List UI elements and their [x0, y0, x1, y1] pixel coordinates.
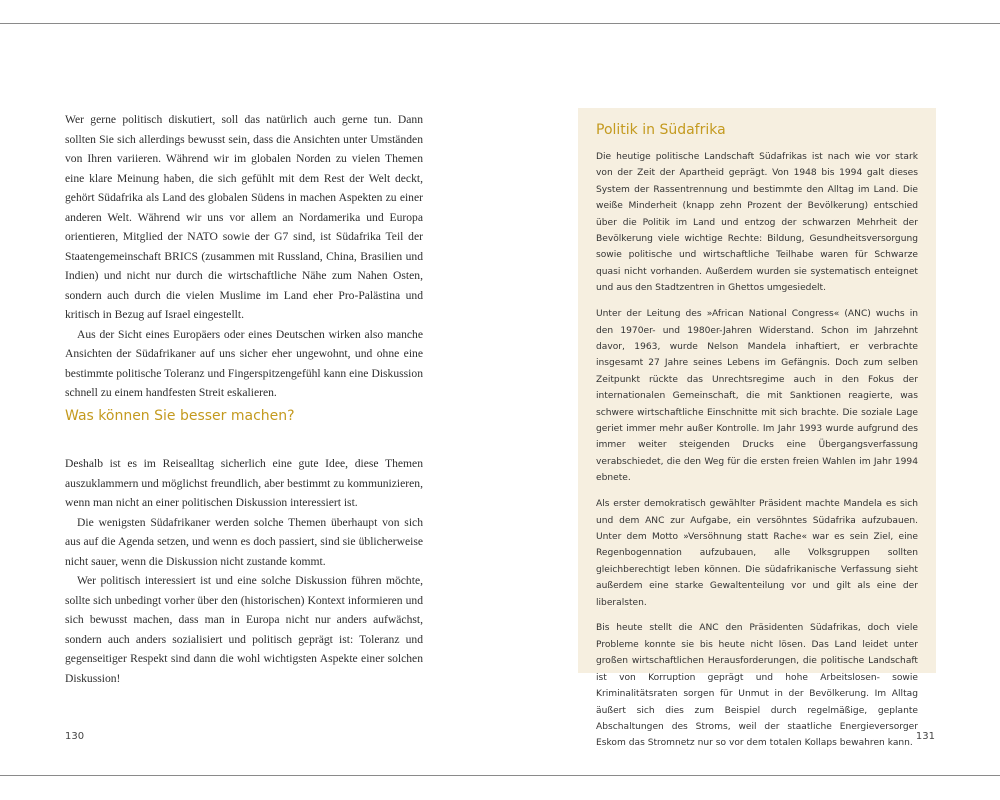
section-paragraph: Die wenigsten Südafrikaner werden solche Themen überhaupt von sich aus auf die Agenda setzen, und wenn es doch passiert, sind sie üblicherweise nicht sauer, wenn die Diskussion nicht zustande kommt.: [65, 515, 423, 568]
left-intro-text: [65, 110, 423, 403]
intro-paragraph: Wer gerne politisch diskutiert, soll das natürlich auch gerne tun. Dann sollten Sie sich allerdings bewusst sein, dass die Ansichten unter Umständen von Ihren variieren. Während wir im globalen Norden zu vielen Themen eine klare Meinung haben, die sich gefühlt mit dem Rest der Welt deckt, gehört Südafrika als Land des globalen Südens in machen Aspekten zu einer anderen Welt. Während wir uns vor allem an Nordamerika und Europa orientieren, Mitglied der NATO sowie der G7 sind, ist Südafrika Teil der Staatengemeinschaft BRICS (zusammen mit Russland, China, Brasilien und Indien) und nicht nur durch die wirtschaftliche Nähe zum Nahen Osten, sondern auch durch die vielen Muslime im Land eher Pro-Palästina und kritisch in Bezug auf Israel eingestellt.: [65, 113, 423, 321]
section-paragraph: Wer politisch interessiert ist und eine solche Diskussion führen möchte, sollte sich unbedingt vorher über den (historischen) Kontext informieren und sich bewusst machen, dass man in Europa nicht nur anders aufwächst, sondern auch anders sozialisiert und politisch geprägt ist: Toleranz und gegenseitiger Respekt sind dann die wohl wichtigsten Aspekte einer solchen Diskussion!: [65, 574, 423, 685]
intro-paragraph: Aus der Sicht eines Europäers oder eines Deutschen wirken also manche Ansichten der Südafrikaner auf uns sicher eher ungewohnt, und ohne eine bestimmte politische Toleranz und Fingerspitzengefühl kann eine Diskussion schnell zu einem handfesten Streit eskalieren.: [65, 327, 423, 399]
page-number-left: 130: [65, 731, 85, 742]
info-box-paragraph: Bis heute stellt die ANC den Präsidenten Südafrikas, doch viele Probleme konnte sie bis heute nicht lösen. Das Land leidet unter großen wirtschaftlichen Herausforderungen, die politische Landschaft ist von Korruption geprägt und hohe Arbeitslosen- sowie Kriminalitätsraten sorgen für Unmut in der Bevölkerung. Im Alltag äußert sich dies zum Beispiel durch regelmäßige, geplante Abschaltungen des Stroms, weil der staatliche Energieversorger Eskom das Stromnetz nur so vor dem totalen Kollaps bewahren kann.: [596, 623, 918, 749]
info-box-body: [596, 149, 918, 761]
info-box-paragraph: Die heutige politische Landschaft Südafrikas ist nach wie vor stark von der Zeit der Apartheid geprägt. Von 1948 bis 1994 galt dieses System der Rassentrennung und bestimmte den Alltag im Land. Die weiße Minderheit (knapp zehn Prozent der Bevölkerung) entschied über die Politik im Land und entzog der schwarzen Mehrheit der Bevölkerung viele wichtige Rechte: Bildung, Gesundheitsversorgung sowie politische und wirtschaftliche Teilhabe waren für Schwarze quasi nicht vorhanden. Außerdem wurden sie systematisch enteignet und aus den Stadtzentren in Ghettos umgesiedelt.: [596, 152, 918, 294]
page-number-right: 131: [915, 731, 935, 742]
section-paragraph: Deshalb ist es im Reisealltag sicherlich eine gute Idee, diese Themen auszuklammern und möglichst freundlich, aber bestimmt zu kommunizieren, wenn man nicht an einer politischen Diskussion interessiert ist.: [65, 457, 423, 509]
left-section-text: [65, 454, 423, 688]
section-heading: Was können Sie besser machen?: [65, 408, 295, 424]
info-box-title: Politik in Südafrika: [596, 122, 726, 138]
book-spread: [0, 23, 1000, 776]
info-box-paragraph: Unter der Leitung des »African National Congress« (ANC) wuchs in den 1970er- und 1980er-Jahren Widerstand. Schon im Jahrzehnt davor, 1963, wurde Nelson Mandela inhaftiert, er verbrachte insgesamt 27 Jahre seines Lebens im Gefängnis. Doch zum selben Zeitpunkt rückte das Unrechtsregime auch in den Fokus der internationalen Gemeinschaft, die mit Sanktionen reagierte, was schwere wirtschaftliche Einschnitte mit sich brachte. Die soziale Lage geriet immer mehr außer Kontrolle. Im Jahr 1993 wurde aufgrund des immer weiter steigenden Drucks eine Übergangsverfassung verabschiedet, die den Weg für die ersten freien Wahlen im Jahr 1994 ebnete.: [596, 309, 918, 484]
info-box-paragraph: Als erster demokratisch gewählter Präsident machte Mandela es sich und dem ANC zur Aufgabe, ein versöhntes Südafrika aufzubauen. Unter dem Motto »Versöhnung statt Rache« war es sein Ziel, eine Regenbogennation aufzubauen, alle Volksgruppen sollten gleichberechtigt leben können. Die südafrikanische Verfassung sieht außerdem eine starke Gewaltenteilung vor und gilt als eine der liberalsten.: [596, 499, 918, 608]
